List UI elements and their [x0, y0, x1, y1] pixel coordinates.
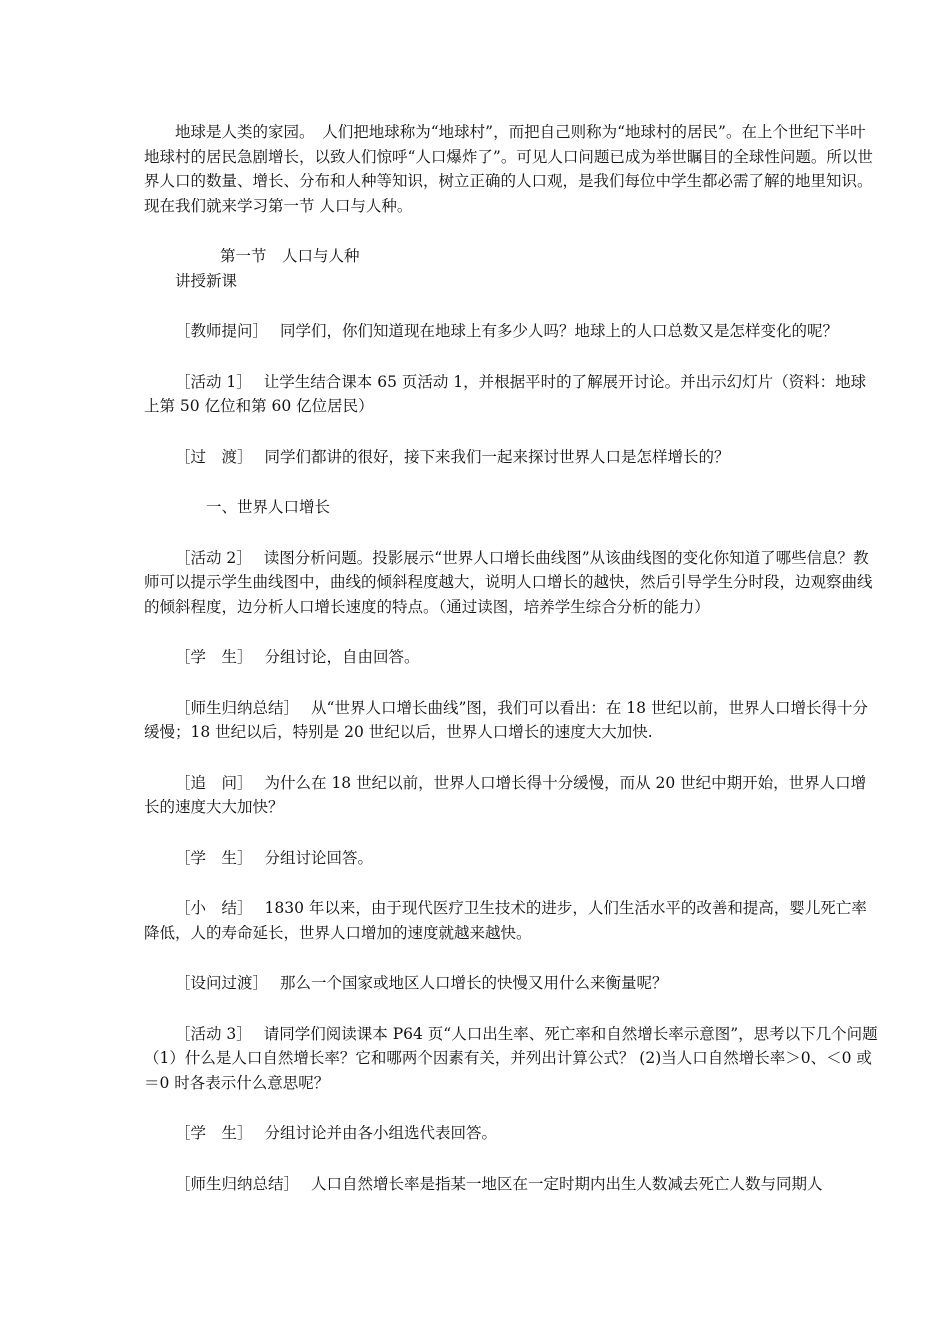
block-conclusion: [144, 896, 879, 945]
section-title: 第一节 人口与人种: [220, 247, 360, 265]
block-text: 分组讨论回答。: [264, 848, 374, 867]
block-text: 读图分析问题。投影展示“世界人口增长曲线图”从该曲线图的变化你知道了哪些信息？教师可以提示学生曲线图中，曲线的倾斜程度越大，说明人口增长的越快，然后引导学生分时段，边观察曲线的倾斜程度，边分析人口增长速度的特点。（通过读图，培养学生综合分析的能力）: [144, 548, 873, 616]
block-tag: ［活动 3］: [175, 1024, 252, 1043]
block-tag: ［师生归纳总结］: [175, 1174, 300, 1193]
block-tag: ［过 渡］: [175, 447, 253, 466]
block-student-1: [144, 645, 879, 670]
document-page: [144, 120, 879, 1196]
block-tag: ［学 生］: [175, 848, 253, 867]
block-follow-up: [144, 771, 879, 820]
block-summary-1: [144, 696, 879, 745]
block-activity-3: [144, 1022, 879, 1096]
block-tag: ［师生归纳总结］: [175, 698, 300, 717]
block-text: 那么一个国家或地区人口增长的快慢又用什么来衡量呢？: [280, 974, 668, 992]
block-tag: ［学 生］: [175, 1124, 253, 1142]
block-student-3: [144, 1121, 879, 1146]
block-student-2: [144, 846, 879, 871]
block-tag: ［活动 2］: [175, 548, 252, 567]
block-text: 分组讨论并由各小组选代表回答。: [264, 1124, 498, 1142]
block-text: 分组讨论，自由回答。: [264, 648, 420, 666]
block-tag: ［追 问］: [175, 773, 253, 792]
block-text: 人口自然增长率是指某一地区在一定时期内出生人数减去死亡人数与同期人: [311, 1174, 823, 1193]
block-text: 为什么在 18 世纪以前，世界人口增长得十分缓慢，而从 20 世纪中期开始，世界人口增长的速度大大加快？: [144, 773, 867, 816]
block-transition: [144, 445, 879, 470]
block-text: 让学生结合课本 65 页活动 1，并根据平时的了解展开讨论。并出示幻灯片（资料：地球上第 50 亿位和第 60 亿位居民）: [144, 372, 867, 415]
block-text: 请同学们阅读课本 P64 页“人口出生率、死亡率和自然增长率示意图”，思考以下几个问题（1）什么是人口自然增长率？它和哪两个因素有关，并列出计算公式？ (2)当人口自然增长率＞0、＜0 或＝0 时各表示什么意思呢？: [144, 1024, 878, 1092]
block-text: 同学们都讲的很好，接下来我们一起来探讨世界人口是怎样增长的？: [264, 447, 730, 466]
block-activity-2: [144, 546, 879, 620]
block-tag: ［活动 1］: [175, 372, 252, 391]
subheading: 讲授新课: [175, 271, 238, 290]
block-teacher-question: [144, 319, 879, 344]
block-tag: ［设问过渡］: [175, 974, 269, 992]
block-summary-2: [144, 1172, 879, 1197]
block-text: 从“世界人口增长曲线”图，我们可以看出：在 18 世纪以前，世界人口增长得十分缓慢；18 世纪以后，特别是 20 世纪以后，世界人口增长的速度大大加快.: [144, 698, 868, 741]
block-text: 同学们，你们知道现在地球上有多少人吗？地球上的人口总数又是怎样变化的呢？: [280, 322, 839, 340]
block-tag: ［学 生］: [175, 648, 253, 666]
heading-world-population-growth: 一、世界人口增长: [206, 498, 331, 516]
block-question-transition: [144, 971, 879, 996]
block-tag: ［小 结］: [175, 899, 253, 917]
block-text: 1830 年以来，由于现代医疗卫生技术的进步，人们生活水平的改善和提高，婴儿死亡率降低，人的寿命延长，世界人口增加的速度就越来越快。: [144, 899, 867, 942]
block-activity-1: [144, 370, 879, 419]
intro-paragraph: 地球是人类的家园。 人们把地球称为“地球村”，而把自己则称为“地球村的居民”。在上个世纪下半叶地球村的居民急剧增长，以致人们惊呼“人口爆炸了”。可见人口问题已成为举世瞩目的全球性问题。所以世界人口的数量、增长、分布和人种等知识，树立正确的人口观，是我们每位中学生都必需了解的地里知识。现在我们就来学习第一节 人口与人种。: [144, 123, 873, 215]
block-tag: ［教师提问］: [175, 322, 269, 340]
